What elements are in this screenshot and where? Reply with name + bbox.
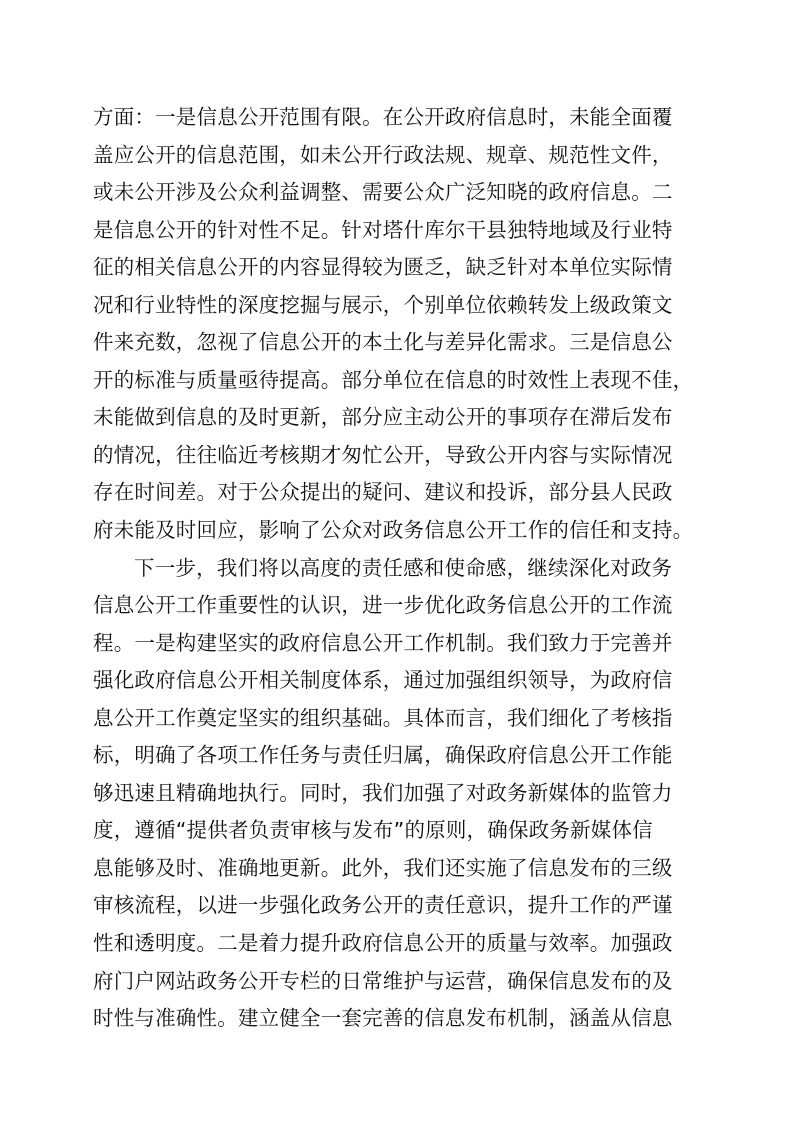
text-line: 性和透明度。二是着力提升政府信息公开的质量与效率。加强政: [93, 931, 673, 956]
text-line: 方面：一是信息公开范围有限。在公开政府信息时，未能全面覆: [93, 105, 673, 129]
text-line: 征的相关信息公开的内容显得较为匮乏，缺乏针对本单位实际情: [93, 255, 673, 280]
text-line: 程。一是构建坚实的政府信息公开工作机制。我们致力于完善并: [93, 630, 673, 655]
text-line: 度，遵循“提供者负责审核与发布”的原则，确保政务新媒体信: [93, 818, 653, 843]
text-line: 未能做到信息的及时更新，部分应主动公开的事项存在滞后发布: [93, 405, 673, 430]
text-line: 况和行业特性的深度挖掘与展示，个别单位依赖转发上级政策文: [93, 292, 673, 317]
body-text: [93, 99, 711, 1038]
text-line: 府未能及时回应，影响了公众对政务信息公开工作的信任和支持。: [93, 518, 694, 543]
text-line: 府门户网站政务公开专栏的日常维护与运营，确保信息发布的及: [93, 968, 673, 993]
text-line: 的情况，往往临近考核期才匆忙公开，导致公开内容与实际情况: [93, 442, 673, 467]
paragraph-start-line: 下一步，我们将以高度的责任感和使命感，继续深化对政务: [134, 555, 673, 580]
text-line: 开的标准与质量亟待提高。部分单位在信息的时效性上表现不佳，: [93, 367, 694, 392]
text-line: 存在时间差。对于公众提出的疑问、建议和投诉，部分县人民政: [93, 480, 673, 505]
text-line: 信息公开工作重要性的认识，进一步优化政务信息公开的工作流: [93, 593, 673, 618]
text-line: 盖应公开的信息范围，如未公开行政法规、规章、规范性文件，: [93, 142, 673, 167]
text-line: 够迅速且精确地执行。同时，我们加强了对政务新媒体的监管力: [93, 780, 673, 805]
text-line: 强化政府信息公开相关制度体系，通过加强组织领导，为政府信: [93, 668, 673, 693]
text-line: 息公开工作奠定坚实的组织基础。具体而言，我们细化了考核指: [93, 705, 673, 730]
text-line: 件来充数，忽视了信息公开的本土化与差异化需求。三是信息公: [93, 330, 673, 355]
text-line: 或未公开涉及公众利益调整、需要公众广泛知晓的政府信息。二: [93, 180, 673, 205]
text-line: 是信息公开的针对性不足。针对塔什库尔干县独特地域及行业特: [93, 217, 673, 242]
text-line: 标，明确了各项工作任务与责任归属，确保政府信息公开工作能: [93, 743, 673, 768]
text-line: 息能够及时、准确地更新。此外，我们还实施了信息发布的三级: [93, 855, 673, 880]
text-line: 审核流程，以进一步强化政务公开的责任意识，提升工作的严谨: [93, 893, 673, 918]
text-line: 时性与准确性。建立健全一套完善的信息发布机制，涵盖从信息: [93, 1006, 673, 1031]
